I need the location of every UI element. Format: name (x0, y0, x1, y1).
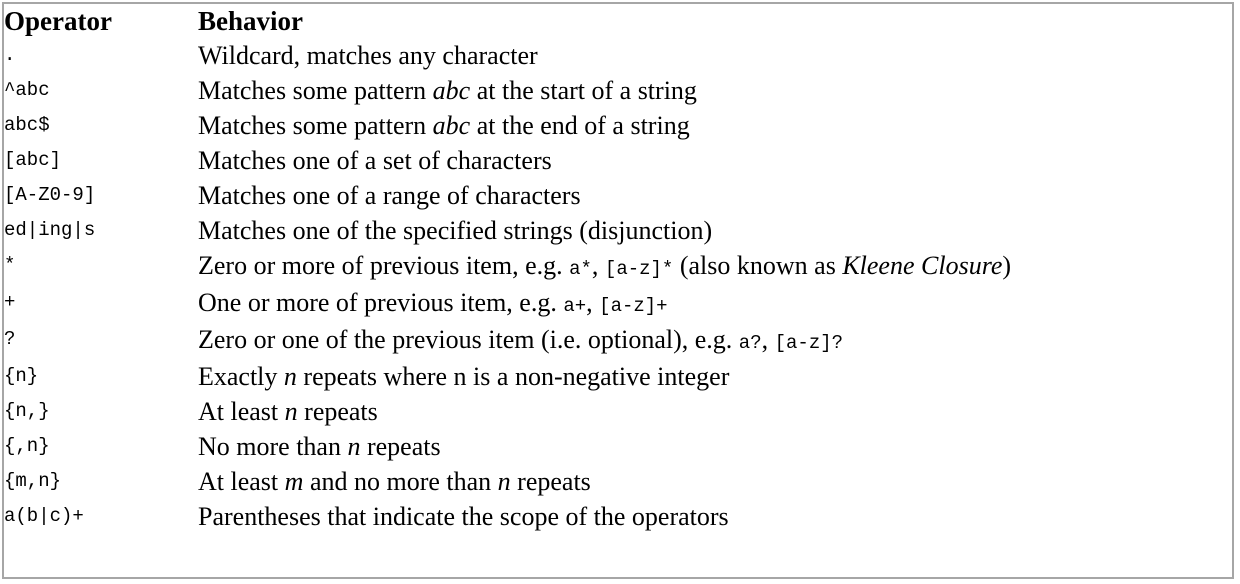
behavior-text: At least (198, 397, 285, 426)
operator-cell: {n,} (4, 400, 50, 422)
behavior-text: Parentheses that indicate the scope of the operators (198, 502, 729, 531)
behavior-text: ) (1002, 251, 1012, 280)
header-operator: Operator (4, 6, 112, 36)
italic-term: n (284, 397, 298, 426)
behavior-cell (198, 394, 1232, 429)
behavior-text: repeats where n is a non-negative integer (296, 362, 730, 391)
italic-term: abc (432, 76, 471, 105)
code-fragment: [a-z]? (774, 332, 844, 354)
behavior-text: One or more of previous item, e.g. (198, 288, 564, 317)
behavior-text: at the end of a string (470, 111, 690, 140)
behavior-cell (198, 285, 1232, 322)
behavior-cell (198, 73, 1232, 108)
behavior-text: Matches one of the specified strings (disjunction) (198, 216, 713, 245)
behavior-cell (198, 429, 1232, 464)
italic-term: n (347, 432, 361, 461)
behavior-cell (198, 322, 1232, 359)
operator-cell: [A-Z0-9] (4, 184, 96, 206)
header-behavior: Behavior (198, 6, 303, 36)
operator-cell: {n} (4, 365, 39, 387)
code-fragment: a* (569, 258, 592, 280)
behavior-text: , (591, 251, 605, 280)
code-fragment: a+ (563, 295, 587, 317)
italic-term: abc (432, 111, 471, 140)
table-row (4, 429, 1232, 464)
behavior-cell (198, 359, 1232, 394)
italic-term: Kleene Closure (842, 251, 1003, 280)
behavior-cell (198, 499, 1232, 534)
table-row (4, 464, 1232, 499)
operator-cell: a(b|c)+ (4, 505, 84, 527)
table-row (4, 499, 1232, 534)
behavior-text: Matches some pattern (198, 111, 433, 140)
behavior-text: Matches one of a set of characters (198, 146, 552, 175)
behavior-cell (198, 38, 1232, 73)
table-row (4, 359, 1232, 394)
operator-cell: ? (4, 328, 16, 350)
operator-cell: ^abc (4, 79, 50, 101)
behavior-text: at the start of a string (470, 76, 697, 105)
table-row (4, 108, 1232, 143)
behavior-text: Matches one of a range of characters (198, 181, 581, 210)
operator-cell: . (4, 44, 16, 66)
behavior-cell (198, 248, 1232, 285)
operator-cell: [abc] (4, 149, 62, 171)
behavior-text: , (761, 325, 775, 354)
code-fragment: [a-z]* (604, 258, 674, 280)
table-body (4, 38, 1232, 534)
table-row (4, 285, 1232, 322)
behavior-cell (198, 108, 1232, 143)
operator-cell: {,n} (4, 435, 50, 457)
behavior-cell (198, 143, 1232, 178)
operator-cell: * (4, 254, 16, 276)
behavior-text: repeats (360, 432, 441, 461)
table-row (4, 322, 1232, 359)
table-row (4, 248, 1232, 285)
behavior-text: repeats (297, 397, 378, 426)
regex-operators-table (4, 4, 1232, 534)
behavior-text: No more than (198, 432, 348, 461)
behavior-cell (198, 178, 1232, 213)
behavior-text: Zero or one of the previous item (i.e. optional), e.g. (198, 325, 739, 354)
behavior-text: Wildcard, matches any character (198, 41, 538, 70)
italic-term: m (284, 467, 304, 496)
behavior-cell (198, 213, 1232, 248)
behavior-text: Matches some pattern (198, 76, 433, 105)
italic-term: n (497, 467, 511, 496)
table-row (4, 38, 1232, 73)
behavior-cell (198, 464, 1232, 499)
behavior-text: (also known as (673, 251, 843, 280)
behavior-text: repeats (510, 467, 591, 496)
code-fragment: [a-z]+ (599, 295, 668, 317)
behavior-text: and no more than (303, 467, 498, 496)
table-row (4, 73, 1232, 108)
behavior-text: Zero or more of previous item, e.g. (198, 251, 570, 280)
behavior-text: , (586, 288, 600, 317)
table-row (4, 143, 1232, 178)
italic-term: n (283, 362, 297, 391)
table-row (4, 178, 1232, 213)
operator-cell: {m,n} (4, 470, 62, 492)
operator-cell: abc$ (4, 114, 50, 136)
table-row (4, 213, 1232, 248)
code-fragment: a? (738, 332, 762, 354)
operator-cell: + (4, 291, 16, 313)
behavior-text: At least (198, 467, 285, 496)
operator-cell: ed|ing|s (4, 219, 96, 241)
table-header-row (4, 4, 1232, 38)
behavior-text: Exactly (198, 362, 284, 391)
table-row (4, 394, 1232, 429)
